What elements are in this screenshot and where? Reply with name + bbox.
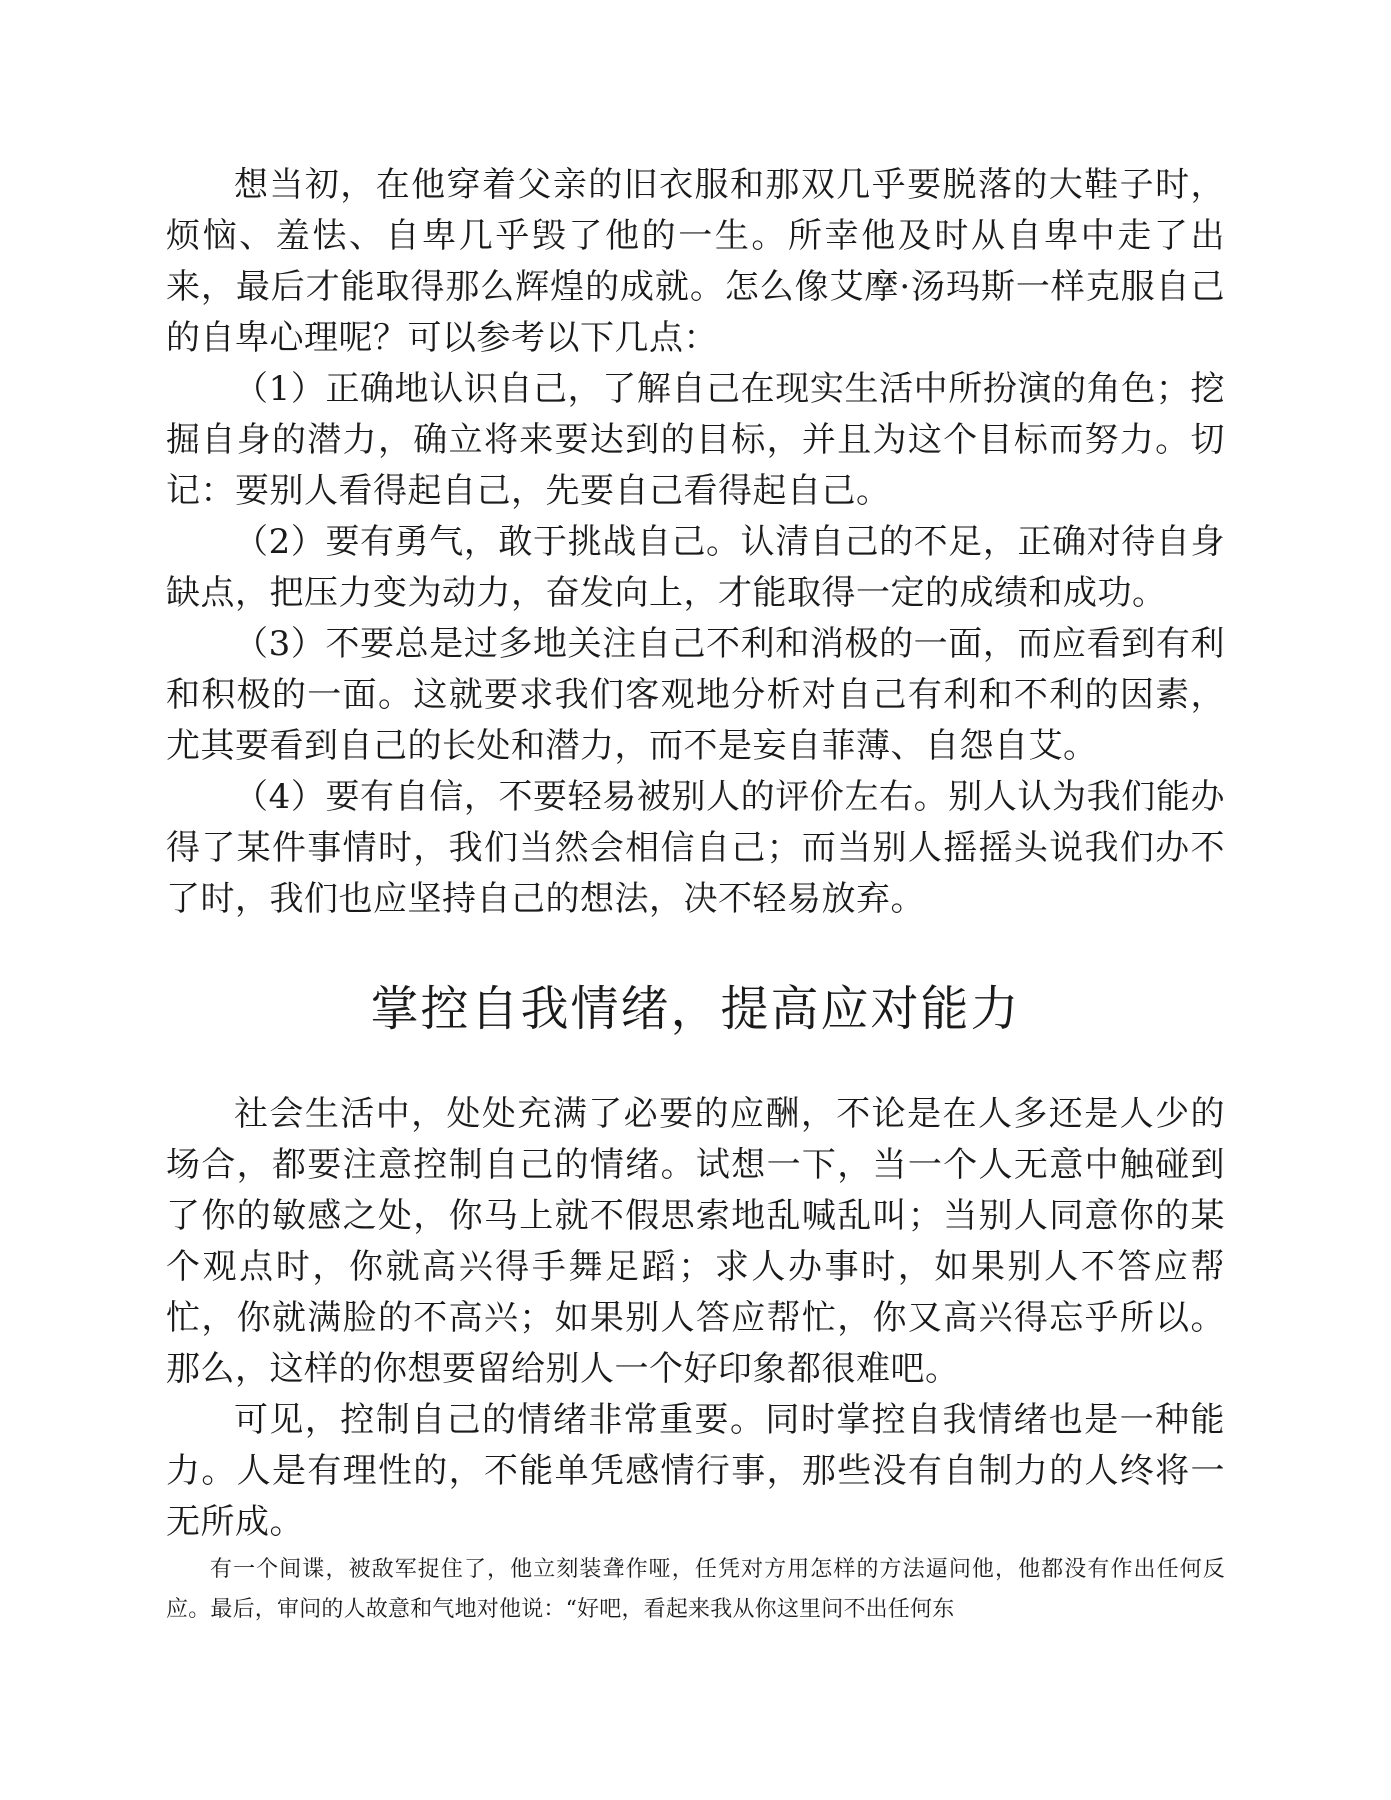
body-paragraph: 想当初，在他穿着父亲的旧衣服和那双几乎要脱落的大鞋子时，烦恼、羞怯、自卑几乎毁了他的一生。所幸他及时从自卑中走了出来，最后才能取得那么辉煌的成就。怎么像艾摩·汤玛斯一样克服自己的自卑心理呢？可以参考以下几点： xyxy=(166,165,1225,358)
body-paragraph: 社会生活中，处处充满了必要的应酬，不论是在人多还是人少的场合，都要注意控制自己的情绪。试想一下，当一个人无意中触碰到了你的敏感之处，你马上就不假思索地乱喊乱叫；当别人同意你的某个观点时，你就高兴得手舞足蹈；求人办事时，如果别人不答应帮忙，你就满脸的不高兴；如果别人答应帮忙，你又高兴得忘乎所以。那么，这样的你想要留给别人一个好印象都很难吧。 xyxy=(166,1094,1225,1389)
body-paragraph: 可见，控制自己的情绪非常重要。同时掌控自我情绪也是一种能力。人是有理性的，不能单凭感情行事，那些没有自制力的人终将一无所成。 xyxy=(166,1400,1225,1542)
document-page xyxy=(166,160,1225,1630)
list-item-3: （3）不要总是过多地关注自己不利和消极的一面，而应看到有利和积极的一面。这就要求我们客观地分析对自己有利和不利的因素，尤其要看到自己的长处和潜力，而不是妄自菲薄、自怨自艾。 xyxy=(166,624,1225,766)
list-item-4: （4）要有自信，不要轻易被别人的评价左右。别人认为我们能办得了某件事情时，我们当然会相信自己；而当别人摇摇头说我们办不了时，我们也应坚持自己的想法，决不轻易放弃。 xyxy=(166,777,1225,919)
section-heading: 掌控自我情绪，提高应对能力 xyxy=(370,981,1021,1037)
list-item-2: （2）要有勇气，敢于挑战自己。认清自己的不足，正确对待自身缺点，把压力变为动力，奋发向上，才能取得一定的成绩和成功。 xyxy=(166,522,1225,613)
list-item-1: （1）正确地认识自己，了解自己在现实生活中所扮演的角色；挖掘自身的潜力，确立将来要达到的目标，并且为这个目标而努力。切记：要别人看得起自己，先要自己看得起自己。 xyxy=(166,369,1225,511)
story-paragraph: 有一个间谍，被敌军捉住了，他立刻装聋作哑，任凭对方用怎样的方法逼问他，他都没有作出任何反应。最后，审问的人故意和气地对他说：“好吧，看起来我从你这里问不出任何东 xyxy=(166,1557,1225,1622)
